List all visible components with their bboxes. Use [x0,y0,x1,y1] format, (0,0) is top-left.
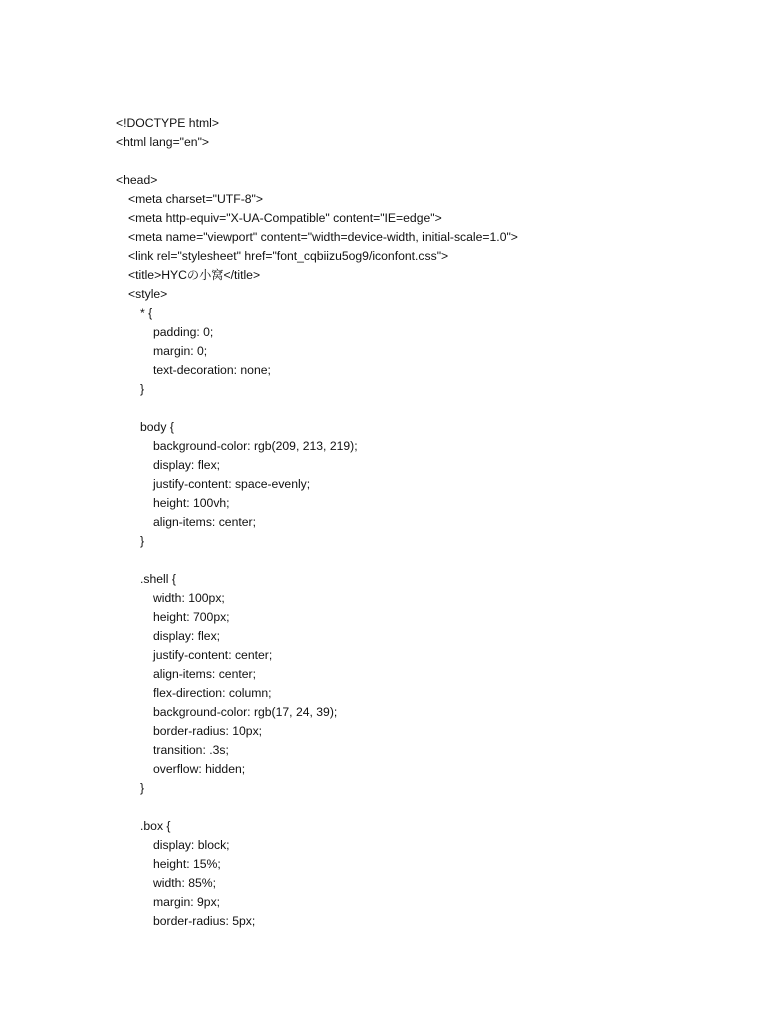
code-line: flex-direction: column; [153,686,272,700]
code-line: height: 15%; [153,857,221,871]
code-line: <meta http-equiv="X-UA-Compatible" content="IE=edge"> [128,211,442,225]
code-line: * { [140,306,153,320]
code-line: <head> [116,173,158,187]
code-line: .box { [140,819,171,833]
code-line: <title>HYCの小窝</title> [128,268,261,282]
code-line: justify-content: center; [153,648,273,662]
code-line: } [140,534,145,548]
code-line: border-radius: 10px; [153,724,263,738]
code-line: background-color: rgb(17, 24, 39); [153,705,338,719]
code-line [116,551,736,570]
code-line: <!DOCTYPE html> [116,116,219,130]
code-line: <link rel="stylesheet" href="font_cqbiizu5og9/iconfont.css"> [128,249,449,263]
code-line: transition: .3s; [153,743,229,757]
code-line [116,399,736,418]
code-line: height: 700px; [153,610,230,624]
code-line [116,152,736,171]
code-line: text-decoration: none; [153,363,271,377]
code-line: border-radius: 5px; [153,914,256,928]
code-line: display: flex; [153,629,221,643]
code-line: margin: 0; [153,344,208,358]
code-line: overflow: hidden; [153,762,246,776]
code-line: background-color: rgb(209, 213, 219); [153,439,358,453]
code-line: display: block; [153,838,230,852]
code-line: } [140,382,145,396]
code-line: padding: 0; [153,325,214,339]
code-line: align-items: center; [153,667,256,681]
code-line: height: 100vh; [153,496,230,510]
code-line: <meta name="viewport" content="width=device-width, initial-scale=1.0"> [128,230,518,244]
code-line [116,798,736,817]
code-line: margin: 9px; [153,895,221,909]
code-line: align-items: center; [153,515,256,529]
code-line: body { [140,420,174,434]
code-line: <style> [128,287,168,301]
code-line: width: 100px; [153,591,225,605]
code-listing [116,114,736,931]
code-line: <html lang="en"> [116,135,210,149]
code-line: justify-content: space-evenly; [153,477,311,491]
code-line: .shell { [140,572,176,586]
code-line: <meta charset="UTF-8"> [128,192,263,206]
code-line: display: flex; [153,458,221,472]
code-line: } [140,781,145,795]
code-line: width: 85%; [153,876,217,890]
